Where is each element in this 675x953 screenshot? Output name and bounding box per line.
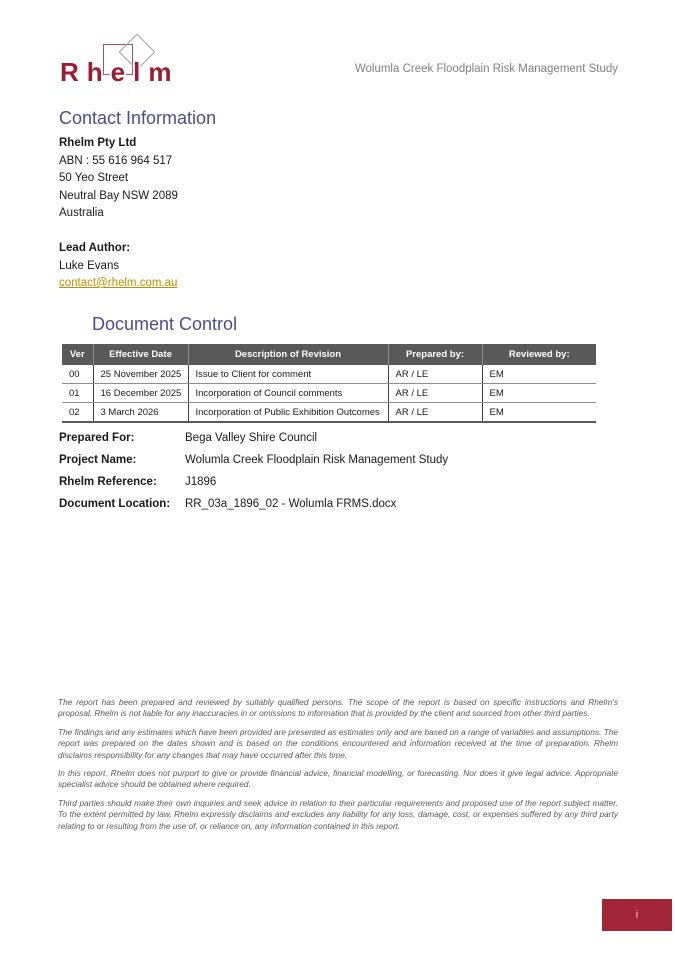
logo-wordmark: Rhelm bbox=[60, 57, 180, 87]
detail-label: Rhelm Reference: bbox=[59, 476, 157, 488]
col-header-description: Description of Revision bbox=[188, 344, 388, 365]
cell-prepared-by: AR / LE bbox=[388, 365, 482, 384]
company-city: Neutral Bay NSW 2089 bbox=[59, 189, 178, 202]
rhelm-logo bbox=[60, 30, 210, 96]
cell-reviewed-by: EM bbox=[482, 384, 596, 403]
lead-author-name: Luke Evans bbox=[59, 259, 120, 272]
company-name: Rhelm Pty Ltd bbox=[59, 137, 137, 149]
cell-description: Incorporation of Council comments bbox=[188, 384, 388, 403]
disclaimer-paragraph: The report has been prepared and reviewed by suitably qualified persons. The scope of the report is based on specific instructions and Rhelm's proposal. Rhelm is not liable for any inaccuracies in or omissions to information that is provided by the client and sourced from other third parties. bbox=[58, 697, 618, 719]
detail-row-prepared-for bbox=[59, 432, 448, 444]
document-control-table bbox=[62, 344, 596, 423]
contact-information-heading: Contact Information bbox=[59, 108, 217, 128]
company-country: Australia bbox=[59, 207, 104, 219]
lead-author-label: Lead Author: bbox=[59, 242, 131, 254]
contact-email-link[interactable]: contact@rhelm.com.au bbox=[59, 277, 178, 289]
cell-ver: 00 bbox=[62, 365, 93, 384]
cell-prepared-by: AR / LE bbox=[388, 403, 482, 423]
cell-ver: 01 bbox=[62, 384, 93, 403]
cell-ver: 02 bbox=[62, 403, 93, 423]
detail-row-document-location bbox=[59, 498, 448, 510]
col-header-ver: Ver bbox=[62, 344, 93, 365]
detail-value: J1896 bbox=[185, 476, 217, 488]
detail-label: Document Location: bbox=[59, 498, 171, 510]
report-title-header: Wolumla Creek Floodplain Risk Management Study bbox=[354, 63, 618, 75]
cell-effective-date: 25 November 2025 bbox=[93, 365, 188, 384]
cell-description: Incorporation of Public Exhibition Outcomes bbox=[188, 403, 388, 423]
cell-reviewed-by: EM bbox=[482, 403, 596, 423]
detail-label: Project Name: bbox=[59, 454, 137, 466]
table-row bbox=[62, 384, 596, 403]
detail-label: Prepared For: bbox=[59, 432, 135, 444]
disclaimer-paragraph: Third parties should make their own inquiries and seek advice in relation to their particular requirements and proposed use of the report subject matter. To the extent permitted by law, Rhelm expressly disclaims and excludes any liability for any loss, damage, cost, or expenses suffered by any third party relating to or resulting from the use of, or reliance on, any information contained in this report. bbox=[58, 797, 618, 831]
col-header-reviewed-by: Reviewed by: bbox=[482, 344, 596, 365]
company-abn: ABN : 55 616 964 517 bbox=[59, 154, 173, 167]
detail-row-rhelm-reference bbox=[59, 476, 448, 488]
table-row bbox=[62, 365, 596, 384]
detail-value: RR_03a_1896_02 - Wolumla FRMS.docx bbox=[185, 498, 397, 510]
contact-details-block bbox=[59, 135, 178, 223]
cell-effective-date: 3 March 2026 bbox=[93, 403, 188, 423]
cell-effective-date: 16 December 2025 bbox=[93, 384, 188, 403]
disclaimer-paragraph: In this report, Rhelm does not purport to give or provide financial advice, financial modelling, or forecasting. Nor does it give legal advice. Appropriate specialist advice should be obtained where required. bbox=[58, 768, 618, 790]
table-header-row bbox=[62, 344, 596, 365]
detail-value: Bega Valley Shire Council bbox=[185, 432, 318, 444]
cell-prepared-by: AR / LE bbox=[388, 384, 482, 403]
table-row bbox=[62, 403, 596, 423]
project-details-block bbox=[59, 432, 448, 520]
document-control-heading: Document Control bbox=[92, 314, 238, 334]
page-number: i bbox=[635, 909, 639, 921]
cell-description: Issue to Client for comment bbox=[188, 365, 388, 384]
col-header-prepared-by: Prepared by: bbox=[388, 344, 482, 365]
page-number-badge bbox=[602, 899, 672, 931]
col-header-effective-date: Effective Date bbox=[93, 344, 188, 365]
company-street: 50 Yeo Street bbox=[59, 172, 129, 184]
disclaimer-block bbox=[58, 697, 618, 839]
detail-row-project-name bbox=[59, 454, 448, 466]
detail-value: Wolumla Creek Floodplain Risk Management Study bbox=[185, 454, 449, 466]
disclaimer-paragraph: The findings and any estimates which have been provided are presented as estimates only and are based on a range of variables and assumptions. The report was prepared on the dates shown and is based on the conditions encountered and information received at the time of preparation. Rhelm disclaims responsibility for any changes that may have occurred after this time. bbox=[58, 726, 618, 760]
cell-reviewed-by: EM bbox=[482, 365, 596, 384]
lead-author-block bbox=[59, 240, 177, 293]
